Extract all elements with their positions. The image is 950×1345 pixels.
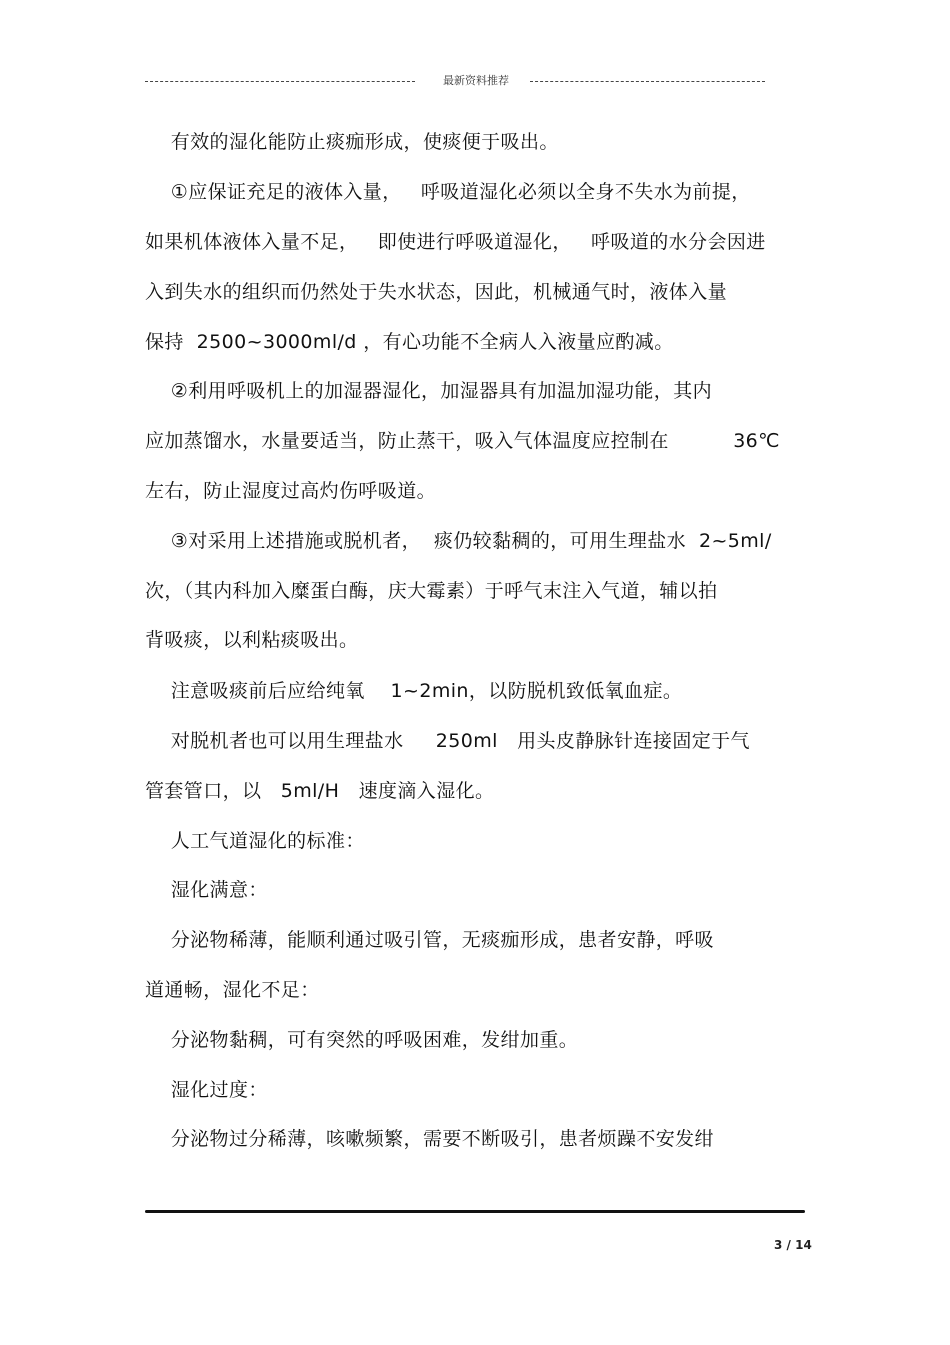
footer-rule <box>145 1210 805 1213</box>
text-line: 分泌物稀薄，能顺利通过吸引管，无痰痂形成，患者安静，呼吸 <box>145 929 714 951</box>
text-line: 管套管口，以 5ml/H 速度滴入湿化。 <box>145 780 495 802</box>
header-dashed-rule-right <box>530 81 765 82</box>
text-line: 应加蒸馏水，水量要适当，防止蒸干，吸入气体温度应控制在 36℃ <box>145 430 780 452</box>
text-line: 注意吸痰前后应给纯氧 1~2min，以防脱机致低氧血症。 <box>145 680 683 702</box>
text-line: 分泌物过分稀薄，咳嗽频繁，需要不断吸引，患者烦躁不安发绀 <box>145 1128 714 1150</box>
page-number: 3 / 14 <box>774 1238 812 1252</box>
text-line: 湿化满意： <box>145 879 268 901</box>
header-title: 最新资料推荐 <box>443 74 509 87</box>
text-line: 入到失水的组织而仍然处于失水状态，因此，机械通气时，液体入量 <box>145 281 728 303</box>
text-line: 道通畅，湿化不足： <box>145 979 320 1001</box>
page-header <box>145 72 805 92</box>
text-line: 次，（其内科加入糜蛋白酶，庆大霉素）于呼气末注入气道，辅以拍 <box>145 580 718 602</box>
text-line: 分泌物黏稠，可有突然的呼吸困难，发绀加重。 <box>145 1029 579 1051</box>
text-line: 背吸痰，以利粘痰吸出。 <box>145 629 359 651</box>
text-line: ③对采用上述措施或脱机者， 痰仍较黏稠的，可用生理盐水 2~5ml/ <box>145 530 772 552</box>
text-line: 保持 2500~3000ml/d ，有心功能不全病人入液量应酌减。 <box>145 331 674 353</box>
text-line: 如果机体液体入量不足， 即使进行呼吸道湿化， 呼吸道的水分会因进 <box>145 231 766 253</box>
text-line: 有效的湿化能防止痰痂形成，使痰便于吸出。 <box>145 131 559 153</box>
text-line: ①应保证充足的液体入量， 呼吸道湿化必须以全身不失水为前提， <box>145 181 751 203</box>
text-line: 湿化过度： <box>145 1079 268 1101</box>
text-line: 人工气道湿化的标准： <box>145 830 365 852</box>
text-line: ②利用呼吸机上的加湿器湿化，加湿器具有加温加湿功能，其内 <box>145 380 712 402</box>
text-line: 对脱机者也可以用生理盐水 250ml 用头皮静脉针连接固定于气 <box>145 730 750 752</box>
header-dashed-rule-left <box>145 81 415 82</box>
text-line: 左右，防止湿度过高灼伤呼吸道。 <box>145 480 437 502</box>
